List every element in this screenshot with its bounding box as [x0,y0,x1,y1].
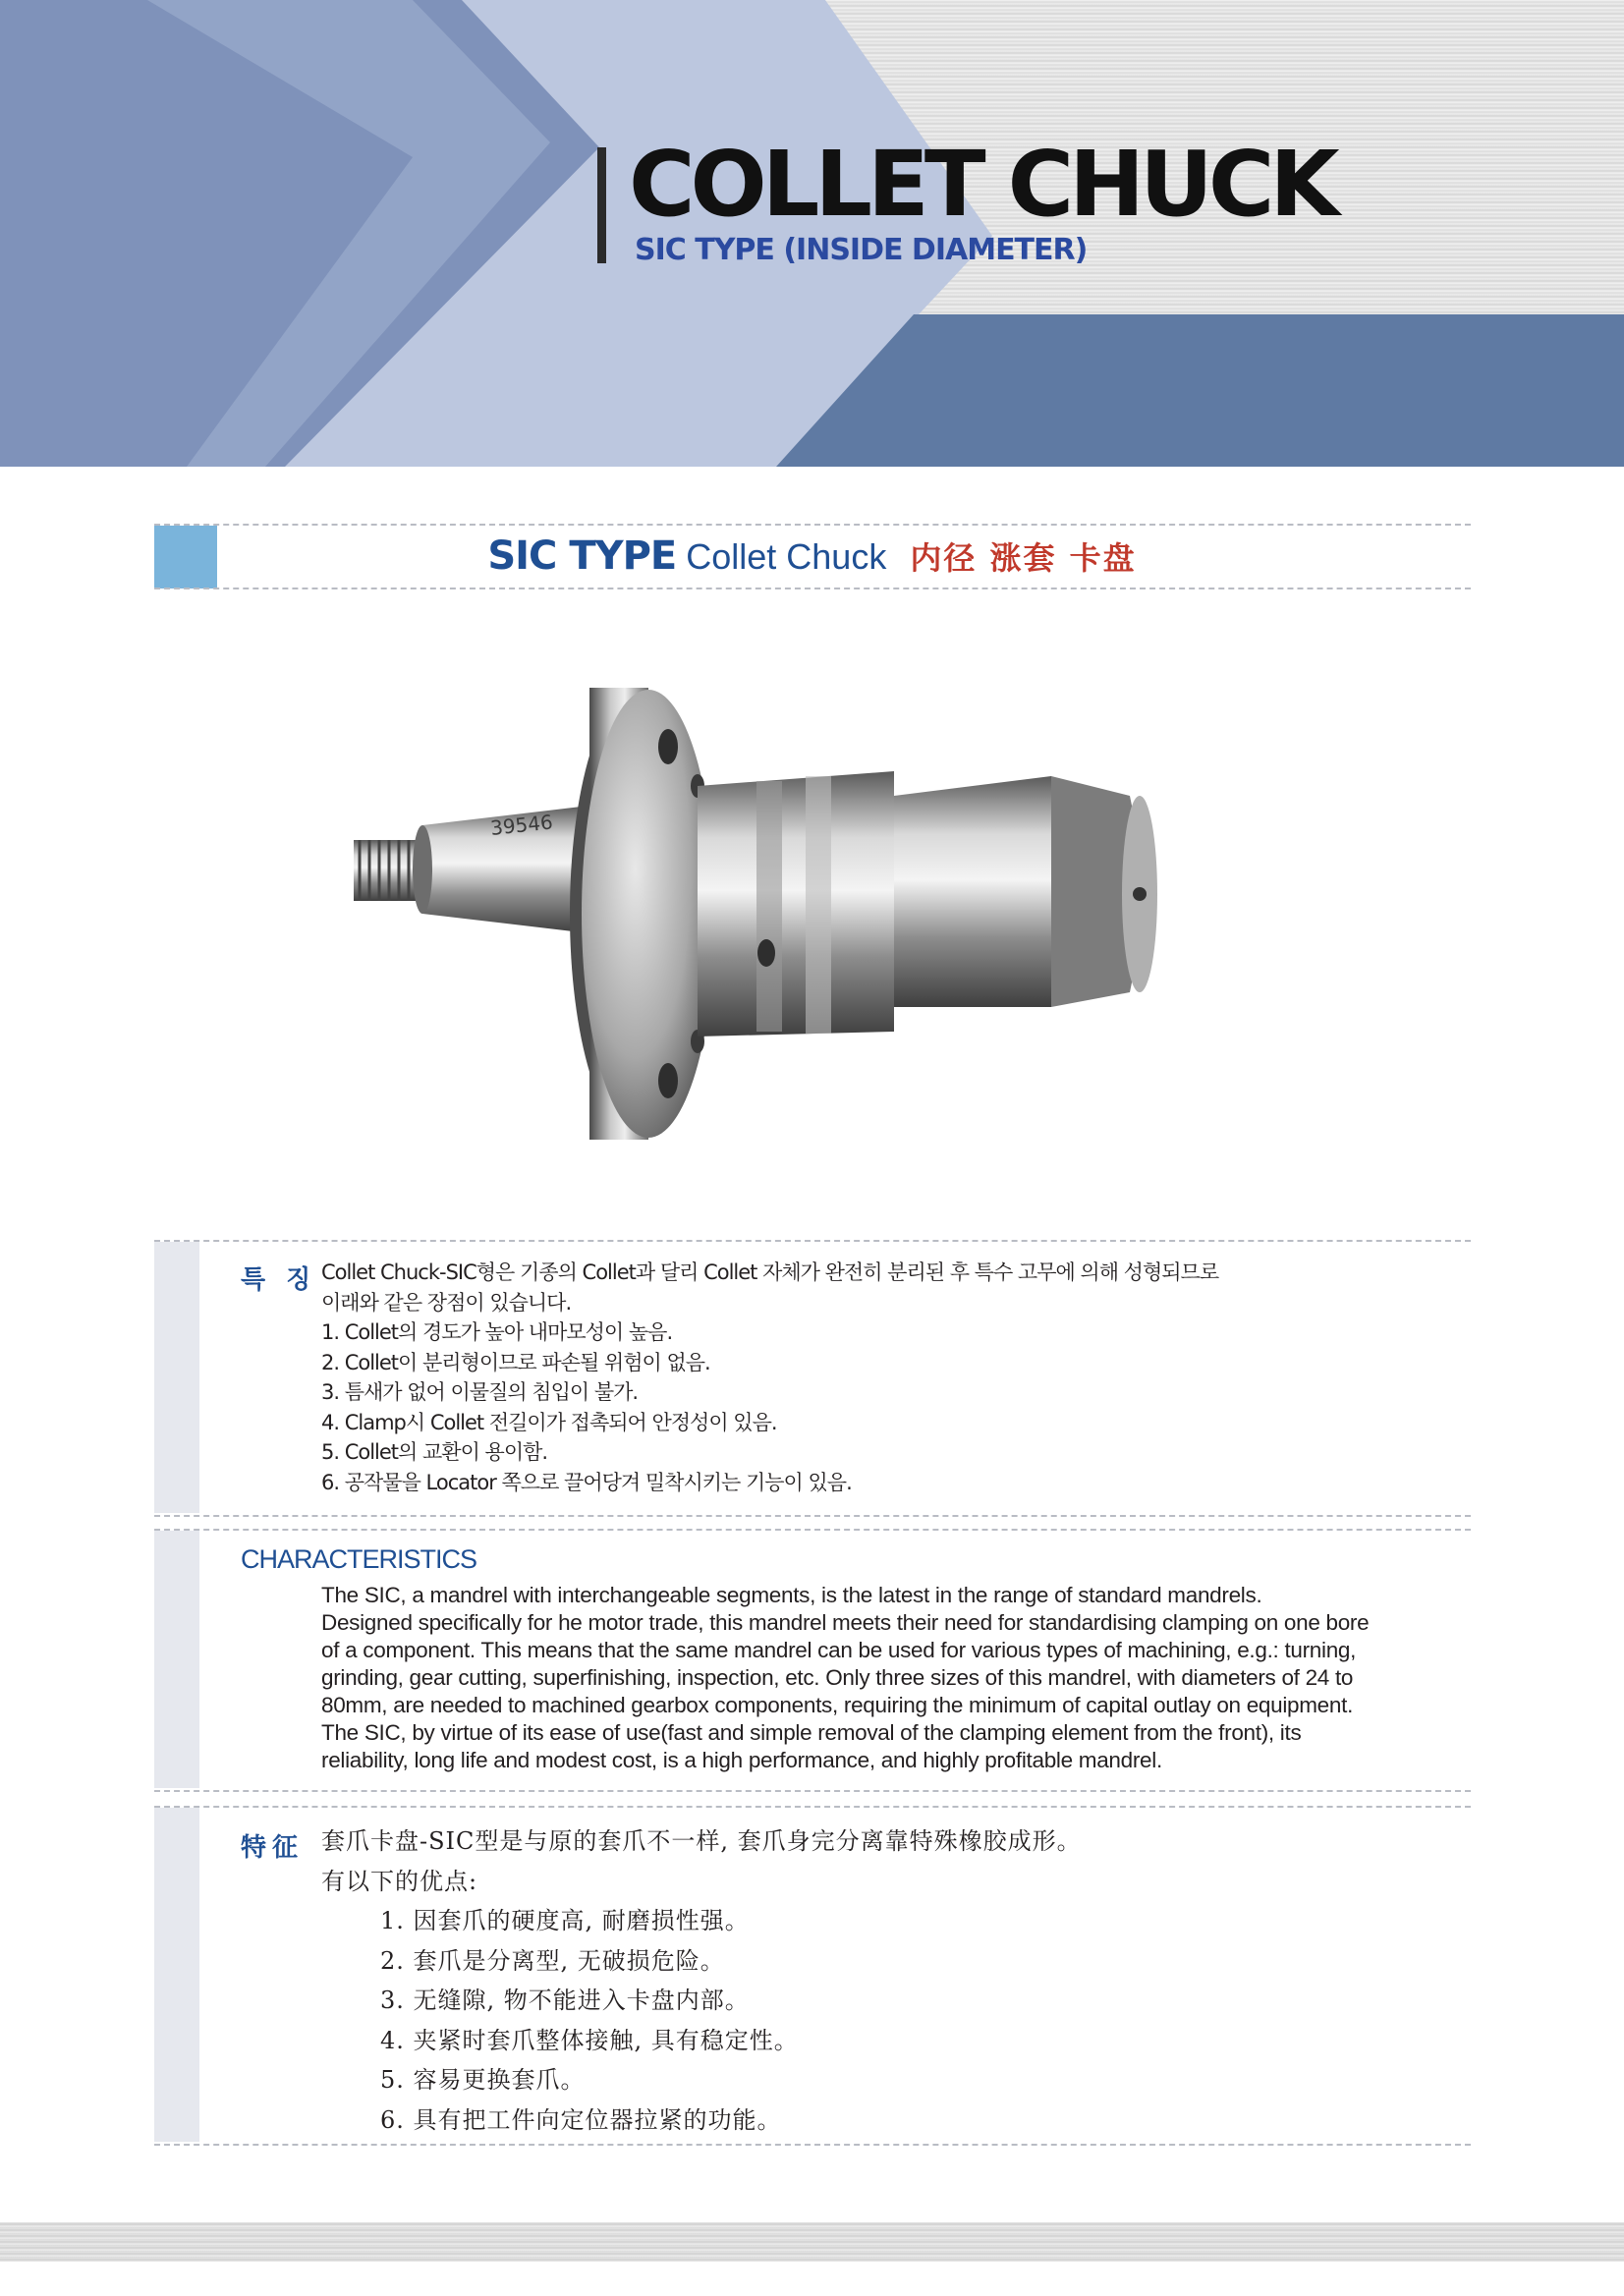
heading-regular: Collet Chuck [686,536,887,577]
ko-line: 6. 공작물을 Locator 쪽으로 끌어당겨 밀착시키는 기능이 있음. [321,1470,852,1494]
zh-rule-bottom [154,2144,1471,2146]
zh-line: 3. 无缝隙, 物不能进入卡盘内部。 [380,1987,750,2014]
zh-line: 有以下的优点: [321,1867,478,1895]
collet-chuck-photo [344,668,1208,1169]
heading-rule-bottom [154,588,1471,589]
title-accent-bar [597,147,606,263]
collet-body [698,771,894,1036]
zh-line: 套爪卡盘-SIC型是与原的套爪不一样, 套爪身完分离靠特殊橡胶成形。 [321,1827,1082,1855]
en-rule-top [154,1529,1471,1531]
en-line: 80mm, are needed to machined gearbox components, requiring the minimum of capital outlay on equipment. [321,1693,1354,1717]
ko-rule-bottom [154,1515,1471,1517]
en-label: CHARACTERISTICS [241,1544,477,1574]
footer-strip [0,2222,1624,2262]
ko-line: 2. Collet이 분리형이므로 파손될 위험이 없음. [321,1350,710,1374]
en-paragraph [321,1582,1454,1774]
en-rule-bottom [154,1790,1471,1792]
heading-bold: SIC TYPE [487,533,677,579]
ko-line: 5. Collet의 교환이 용이함. [321,1440,548,1464]
ko-line: 4. Clamp시 Collet 전길이가 접촉되어 안정성이 있음. [321,1410,777,1434]
en-line: The SIC, a mandrel with interchangeable segments, is the latest in the range of standard mandrels. [321,1583,1262,1607]
flange [570,688,715,1140]
zh-line: 5. 容易更换套爪。 [380,2066,586,2094]
zh-line: 4. 夹紧时套爪整体接触, 具有稳定性。 [380,2026,799,2054]
page-subtitle: SIC TYPE (INSIDE DIAMETER) [635,233,1088,267]
ko-line: 1. Collet의 경도가 높아 내마모성이 높음. [321,1320,673,1344]
ko-paragraph [321,1258,1218,1497]
en-line: of a component. This means that the same mandrel can be used for various types of machining, e.g.: turning, [321,1638,1357,1662]
zh-label: 特征 [241,1833,305,1863]
heading-rule-top [154,524,1471,526]
en-line: reliability, long life and modest cost, is a high performance, and highly profitable mandrel. [321,1748,1162,1772]
header-banner [0,0,1624,467]
band-dark [776,314,1624,467]
threaded-end [354,840,422,901]
ko-line: 이래와 같은 장점이 있습니다. [321,1290,572,1315]
ko-side-strip [154,1242,199,1513]
ko-label: 특 징 [241,1265,317,1295]
zh-line: 6. 具有把工件向定位器拉紧的功能。 [380,2105,782,2134]
shaft-marking: 39546 [489,810,554,840]
en-line: Designed specifically for he motor trade, this mandrel meets their need for standardising clamping on one bore [321,1610,1370,1635]
page-title: COLLET CHUCK [629,132,1335,237]
en-line: grinding, gear cutting, superfinishing, inspection, etc. Only three sizes of this mandrel, with diameters of 24 to [321,1665,1354,1690]
ko-line: Collet Chuck-SIC형은 기종의 Collet과 달리 Collet 자체가 완전히 분리된 후 특수 고무에 의해 성형되므로 [321,1260,1219,1284]
zh-rule-top [154,1806,1471,1808]
zh-paragraph [321,1821,1082,2140]
section-heading [0,531,1624,590]
heading-chinese: 内径 涨套 卡盘 [910,539,1137,577]
en-line: The SIC, by virtue of its ease of use(fast and simple removal of the clamping element from the front), its [321,1720,1302,1745]
zh-line: 2. 套爪是分离型, 无破损危险。 [380,1946,725,1975]
ko-line: 3. 틈새가 없어 이물질의 침입이 불가. [321,1380,639,1404]
collet-nose [894,776,1157,1007]
ko-rule-top [154,1240,1471,1242]
en-side-strip [154,1531,199,1788]
zh-line: 1. 因套爪的硬度高, 耐磨损性强。 [380,1907,750,1934]
zh-side-strip [154,1808,199,2142]
